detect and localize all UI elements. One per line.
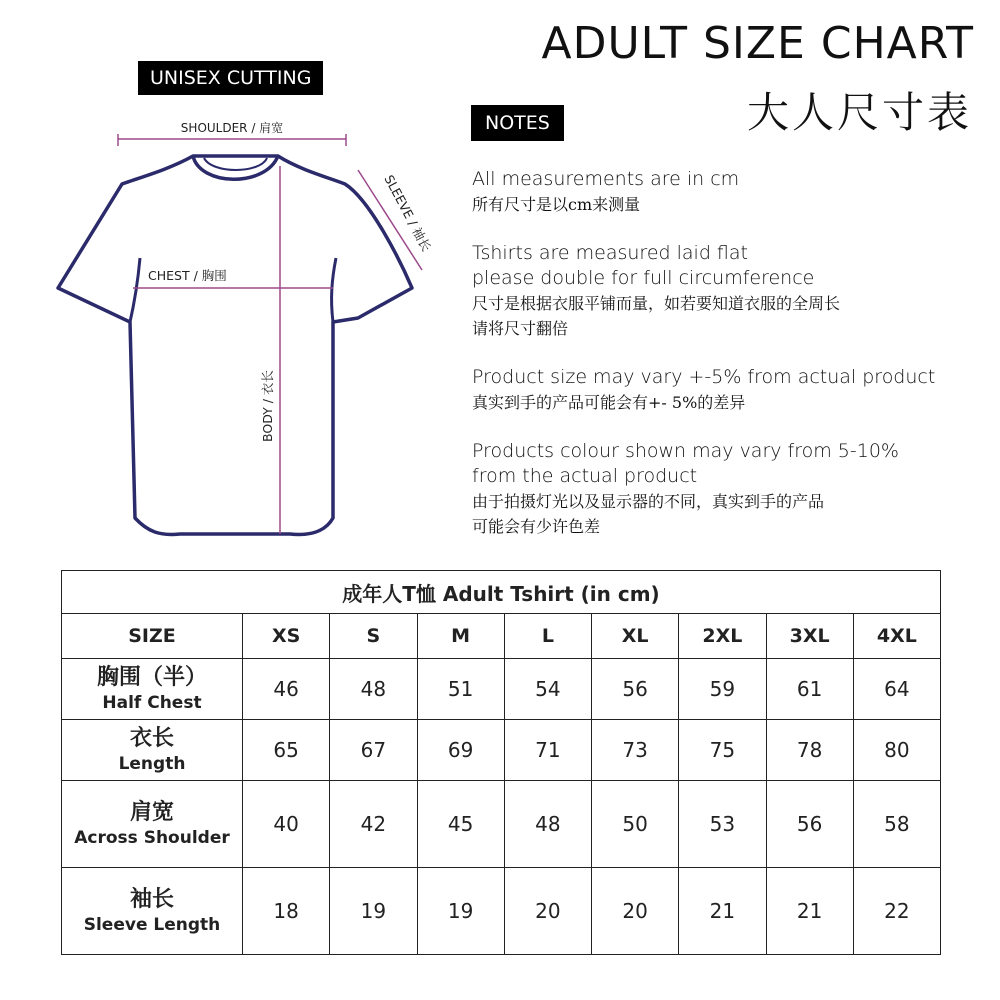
row-label-en: Across Shoulder — [74, 828, 230, 848]
table-header-row — [62, 614, 941, 659]
note-measurements — [472, 167, 982, 217]
collar-inner — [204, 158, 267, 170]
row-label-zh: 衣长 — [129, 726, 174, 751]
table-cell: 46 — [243, 659, 330, 720]
note-text: 所有尺寸是以cm来测量 — [472, 195, 641, 214]
note-text: 尺寸是根据衣服平铺而量，如若要知道衣服的全周长 — [472, 294, 841, 313]
page-title-zh: 大人尺寸表 — [746, 88, 972, 137]
shoulder-label: SHOULDER / 肩宽 — [180, 121, 284, 135]
note-text: 可能会有少许色差 — [472, 517, 601, 536]
table-cell: 58 — [853, 781, 940, 868]
size-column-header: 4XL — [853, 614, 940, 659]
row-label-zh: 胸围（半） — [96, 665, 207, 690]
table-cell: 73 — [592, 720, 679, 781]
row-label-en: Length — [118, 754, 186, 774]
row-label-en: Half Chest — [102, 693, 202, 713]
table-title: 成年人T恤 Adult Tshirt (in cm) — [62, 571, 941, 614]
size-column-header: XS — [243, 614, 330, 659]
size-column-header: L — [504, 614, 591, 659]
table-cell: 48 — [504, 781, 591, 868]
table-cell: 56 — [766, 781, 853, 868]
table-cell: 53 — [679, 781, 766, 868]
page-title-en: ADULT SIZE CHART — [541, 18, 974, 69]
table-cell: 19 — [417, 868, 504, 955]
table-cell: 75 — [679, 720, 766, 781]
table-cell: 22 — [853, 868, 940, 955]
size-header: SIZE — [62, 614, 243, 659]
tshirt-diagram — [40, 110, 460, 550]
table-cell: 40 — [243, 781, 330, 868]
table-cell: 18 — [243, 868, 330, 955]
left-armhole — [130, 258, 140, 322]
row-label-sleeve-length — [62, 868, 243, 955]
note-size-variance — [472, 365, 982, 415]
table-cell: 42 — [330, 781, 417, 868]
sleeve-label: SLEEVE / 袖长 — [381, 172, 435, 254]
size-column-header: S — [330, 614, 417, 659]
table-cell: 45 — [417, 781, 504, 868]
table-cell: 80 — [853, 720, 940, 781]
table-cell: 61 — [766, 659, 853, 720]
tshirt-outline — [58, 156, 412, 534]
note-colour-variance — [472, 439, 982, 539]
table-cell: 71 — [504, 720, 591, 781]
row-label-zh: 肩宽 — [129, 800, 174, 825]
size-column-header: M — [417, 614, 504, 659]
notes-section — [472, 167, 982, 563]
note-laid-flat — [472, 241, 982, 341]
table-cell: 51 — [417, 659, 504, 720]
table-cell: 59 — [679, 659, 766, 720]
note-text: All measurements are in cm — [472, 168, 740, 190]
size-column-header: 3XL — [766, 614, 853, 659]
body-label: BODY / 衣长 — [260, 370, 275, 442]
note-text: 请将尺寸翻倍 — [472, 319, 569, 338]
table-cell: 21 — [766, 868, 853, 955]
table-row — [62, 720, 941, 781]
size-column-header: 2XL — [679, 614, 766, 659]
note-text: Product size may vary +-5% from actual product — [472, 366, 936, 388]
tshirt-illustration — [40, 110, 460, 550]
right-armhole — [332, 258, 336, 322]
table-cell: 78 — [766, 720, 853, 781]
notes-tag: NOTES — [471, 105, 564, 141]
table-cell: 69 — [417, 720, 504, 781]
note-text: 真实到手的产品可能会有+- 5%的差异 — [472, 393, 746, 412]
table-cell: 64 — [853, 659, 940, 720]
table-cell: 65 — [243, 720, 330, 781]
row-label-half-chest — [62, 659, 243, 720]
table-row — [62, 659, 941, 720]
note-text: please double for full circumference — [472, 267, 815, 289]
table-row — [62, 781, 941, 868]
row-label-zh: 袖长 — [129, 887, 174, 912]
note-text: 由于拍摄灯光以及显示器的不同，真实到手的产品 — [472, 492, 825, 511]
table-cell: 48 — [330, 659, 417, 720]
size-table — [61, 570, 941, 955]
note-text: from the actual product — [472, 465, 698, 487]
table-cell: 20 — [504, 868, 591, 955]
table-cell: 56 — [592, 659, 679, 720]
table-cell: 21 — [679, 868, 766, 955]
table-cell: 54 — [504, 659, 591, 720]
table-cell: 50 — [592, 781, 679, 868]
table-cell: 19 — [330, 868, 417, 955]
size-column-header: XL — [592, 614, 679, 659]
row-label-en: Sleeve Length — [83, 915, 221, 935]
note-text: Tshirts are measured laid flat — [472, 242, 748, 264]
unisex-cutting-tag: UNISEX CUTTING — [138, 61, 323, 95]
shoulder-measure-line — [118, 134, 346, 146]
row-label-across-shoulder — [62, 781, 243, 868]
table-cell: 20 — [592, 868, 679, 955]
table-row — [62, 868, 941, 955]
note-text: Products colour shown may vary from 5-10% — [472, 440, 899, 462]
table-cell: 67 — [330, 720, 417, 781]
row-label-length — [62, 720, 243, 781]
chest-label: CHEST / 胸围 — [148, 268, 227, 283]
